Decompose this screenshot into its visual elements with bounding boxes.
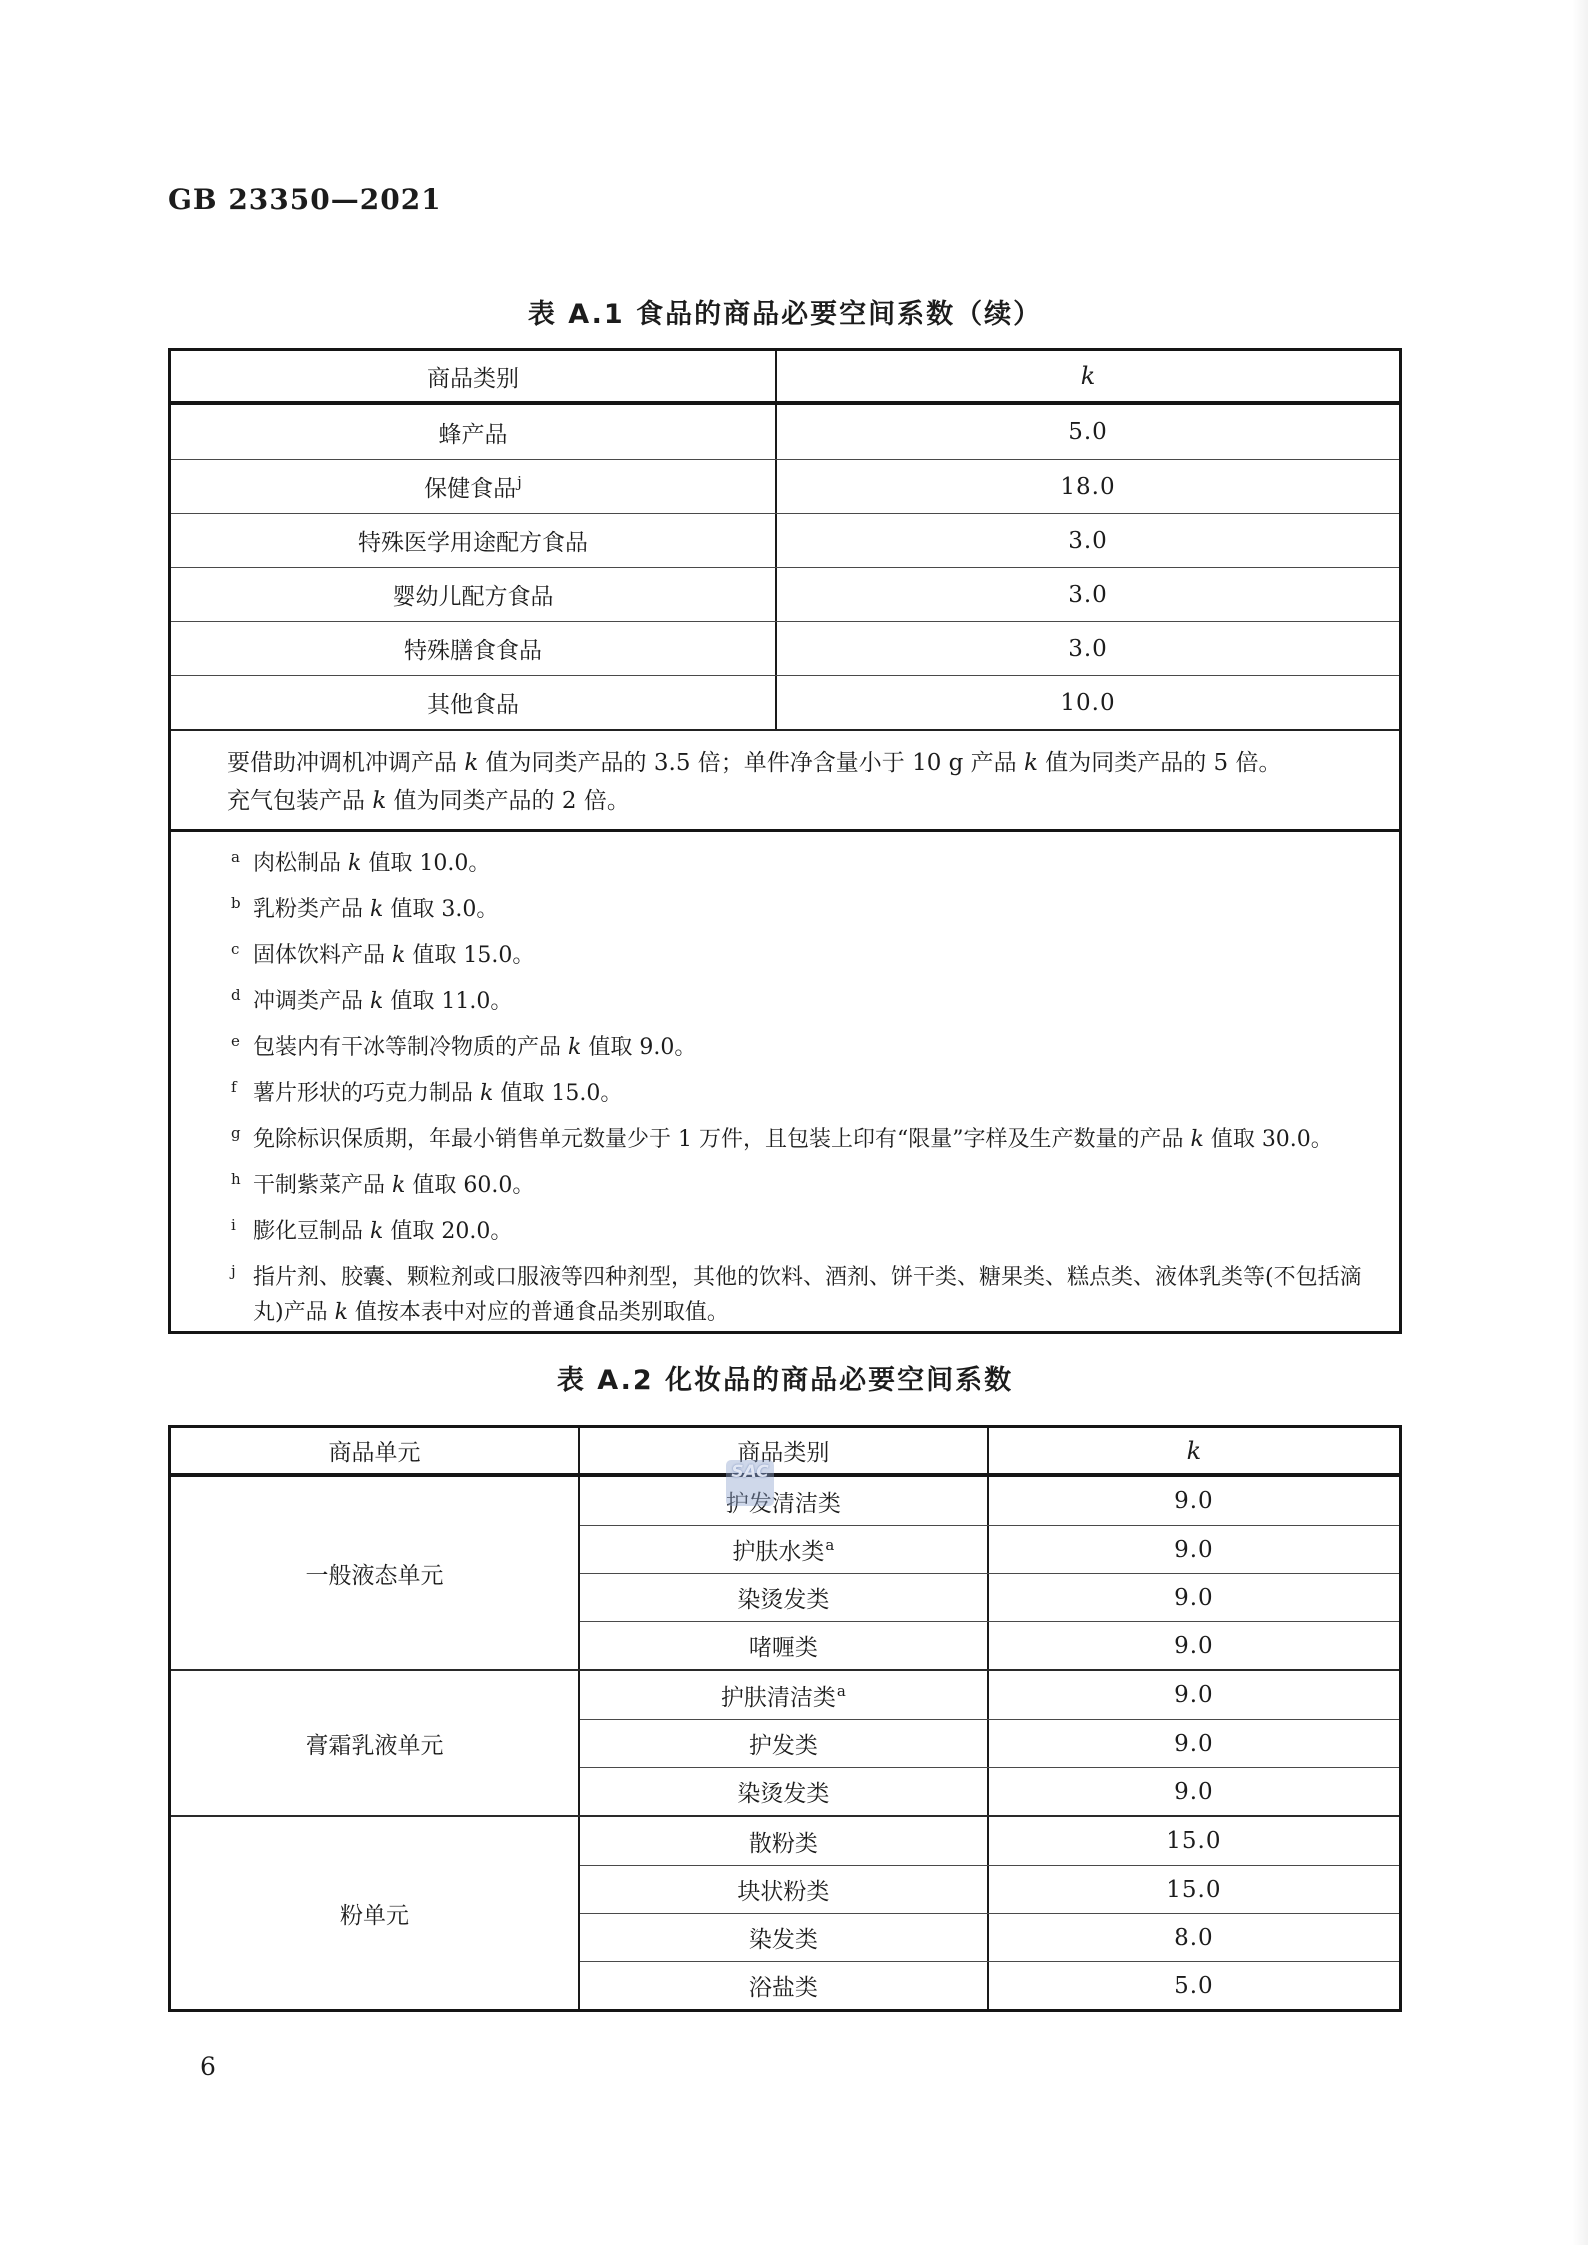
a1-header-k: k [1080, 362, 1096, 390]
scan-edge-shadow [1572, 0, 1588, 2245]
category-cell: 护肤水类$^a$ [732, 1536, 835, 1565]
table-row [580, 1477, 1399, 1525]
page-number: 6 [200, 2052, 216, 2081]
footnote [171, 1214, 1399, 1249]
note-line: 充气包装产品 k 值为同类产品的 2 倍。 [227, 788, 630, 814]
table-row [580, 1913, 1399, 1961]
k-cell: 18.0 [1060, 473, 1116, 500]
category-cell: 护发清洁类 [725, 1490, 841, 1517]
footnote [171, 1260, 1399, 1330]
footnote-text: 乳粉类产品 k 值取 3.0。 [253, 897, 499, 922]
k-cell: 9.0 [1174, 1778, 1214, 1805]
category-cell: 染发类 [748, 1927, 818, 1953]
category-cell: 其他食品 [427, 692, 519, 718]
footnote-letter: i [231, 1216, 236, 1234]
category-cell: 保健食品$^j$ [424, 473, 522, 502]
footnote-text: 免除标识保质期，年最小销售单元数量少于 1 万件，且包装上印有“限量”字样及生产数量的产品 k 值取 30.0。 [253, 1127, 1333, 1152]
k-cell: 3.0 [1068, 581, 1108, 608]
category-cell: 护发类 [748, 1733, 818, 1759]
table-a1-header-row [171, 351, 1399, 405]
footnote-text: 冲调类产品 k 值取 11.0。 [253, 989, 513, 1014]
note-line: 要借助冲调机冲调产品 k 值为同类产品的 3.5 倍；单件净含量小于 10 g 产品 k 值为同类产品的 5 倍。 [227, 750, 1282, 776]
unit-cell: 一般液态单元 [171, 1477, 580, 1669]
footnote-letter: d [231, 986, 241, 1004]
footnote [171, 1030, 1399, 1065]
unit-cell: 膏霜乳液单元 [171, 1671, 580, 1815]
footnote-ref: a [836, 1681, 846, 1700]
table-row [580, 1573, 1399, 1621]
k-cell: 9.0 [1174, 1584, 1214, 1611]
k-cell: 15.0 [1166, 1876, 1222, 1903]
k-cell: 9.0 [1174, 1488, 1214, 1514]
table-row [171, 675, 1399, 729]
footnote-text: 肉松制品 k 值取 10.0。 [253, 851, 491, 876]
unit-group [171, 1669, 1399, 1815]
footnote [171, 892, 1399, 927]
standard-number: GB 23350—2021 [168, 183, 442, 216]
table-row [580, 1865, 1399, 1913]
table-a2-header-row [171, 1428, 1399, 1477]
table-row [580, 1961, 1399, 2009]
k-cell: 8.0 [1174, 1924, 1214, 1951]
category-cell: 浴盐类 [748, 1975, 818, 2001]
footnote-letter: g [231, 1124, 241, 1142]
table-row [580, 1671, 1399, 1719]
category-cell: 啫喱类 [748, 1635, 818, 1661]
table-a1-title: 表 A.1 食品的商品必要空间系数（续） [527, 299, 1043, 330]
footnote [171, 938, 1399, 973]
table-a2 [168, 1425, 1402, 2012]
table-row [580, 1525, 1399, 1573]
table-a1 [168, 348, 1402, 832]
table-row [580, 1719, 1399, 1767]
k-cell: 5.0 [1068, 419, 1108, 445]
footnote [171, 1076, 1399, 1111]
footnote-ref: a [825, 1536, 835, 1555]
table-row [171, 621, 1399, 675]
category-cell: 染烫发类 [737, 1587, 830, 1613]
table-row [580, 1817, 1399, 1865]
category-cell: 块状粉类 [737, 1879, 830, 1905]
table-a2-title: 表 A.2 化妆品的商品必要空间系数 [556, 1365, 1014, 1396]
footnote-ref: j [517, 473, 522, 492]
footnote-letter: f [231, 1078, 237, 1096]
footnote-letter: a [231, 848, 240, 866]
footnote-text: 薯片形状的巧克力制品 k 值取 15.0。 [253, 1081, 623, 1106]
unit-group [171, 1815, 1399, 2009]
footnote-text: 固体饮料产品 k 值取 15.0。 [253, 943, 535, 968]
a2-header-category: 商品类别 [580, 1428, 989, 1473]
footnote [171, 984, 1399, 1019]
k-cell: 9.0 [1174, 1730, 1214, 1757]
a2-header-k: k [1186, 1436, 1202, 1465]
category-cell: 护肤清洁类$^a$ [720, 1681, 846, 1711]
k-cell: 5.0 [1174, 1972, 1214, 1999]
table-row [171, 513, 1399, 567]
table-row [580, 1767, 1399, 1815]
table-row [580, 1621, 1399, 1669]
footnote-text: 指片剂、胶囊、颗粒剂或口服液等四种剂型，其他的饮料、酒剂、饼干类、糖果类、糕点类、液体乳类等(不包括滴丸)产品 k 值按本表中对应的普通食品类别取值。 [253, 1265, 1362, 1325]
table-row [171, 405, 1399, 459]
category-cell: 特殊医学用途配方食品 [358, 530, 588, 556]
table-row [171, 567, 1399, 621]
footnote [171, 1168, 1399, 1203]
category-cell: 特殊膳食食品 [404, 638, 542, 664]
table-a1-note [171, 729, 1399, 829]
table-row [171, 459, 1399, 513]
k-cell: 3.0 [1068, 527, 1108, 554]
k-cell: 9.0 [1174, 1632, 1214, 1659]
k-cell: 9.0 [1174, 1682, 1214, 1708]
footnote [171, 1122, 1399, 1157]
footnote-text: 膨化豆制品 k 值取 20.0。 [253, 1219, 513, 1244]
footnote-letter: h [231, 1170, 241, 1188]
footnote [171, 846, 1399, 881]
category-cell: 婴幼儿配方食品 [392, 584, 554, 610]
unit-cell: 粉单元 [171, 1817, 580, 2009]
table-a1-footnotes [168, 829, 1402, 1334]
a1-header-category: 商品类别 [171, 351, 777, 401]
footnote-text: 干制紫菜产品 k 值取 60.0。 [253, 1173, 535, 1198]
category-cell: 蜂产品 [438, 421, 508, 448]
k-cell: 3.0 [1068, 635, 1108, 662]
k-cell: 10.0 [1060, 689, 1116, 716]
category-cell: 散粉类 [748, 1830, 818, 1857]
footnote-letter: c [231, 940, 240, 958]
sac-watermark: SAC [726, 1460, 774, 1506]
category-cell: 染烫发类 [737, 1781, 830, 1807]
k-cell: 15.0 [1166, 1828, 1222, 1854]
unit-group [171, 1477, 1399, 1669]
footnote-letter: e [231, 1032, 240, 1050]
k-cell: 9.0 [1174, 1536, 1214, 1563]
footnote-letter: j [231, 1262, 236, 1280]
a2-header-unit: 商品单元 [171, 1428, 580, 1473]
footnote-text: 包装内有干冰等制冷物质的产品 k 值取 9.0。 [253, 1035, 697, 1060]
footnote-letter: b [231, 894, 241, 912]
